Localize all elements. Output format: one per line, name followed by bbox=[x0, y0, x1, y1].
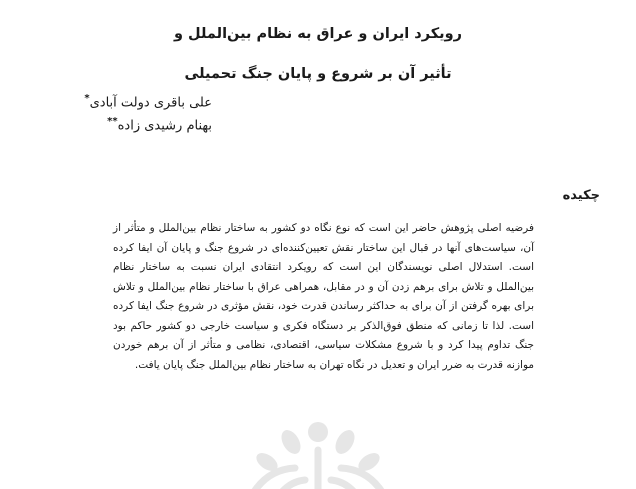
paper-title-line-2: تأثیر آن بر شروع و پایان جنگ تحمیلی bbox=[184, 66, 452, 82]
author-2-name: بهنام رشیدی زاده bbox=[117, 118, 212, 134]
author-1-footnote-mark: * bbox=[84, 93, 90, 104]
author-2 bbox=[107, 116, 212, 133]
author-2-footnote-mark: ** bbox=[107, 116, 118, 127]
watermark-seal-icon bbox=[211, 410, 425, 489]
author-1 bbox=[84, 93, 212, 110]
author-1-name: علی باقری دولت آبادی bbox=[89, 95, 212, 111]
paper-title-line-1: رویکرد ایران و عراق به نظام بین‌الملل و bbox=[174, 26, 462, 42]
abstract-heading: چکیده bbox=[562, 188, 600, 203]
abstract-text: فرضیه اصلی پژوهش حاضر این است که نوع نگاه دو کشور به ساختار نظام بین‌الملل و متأثر از آن، سیاست‌های آنها در قبال این ساختار نقش تعیین‌کننده‌ای در شروع جنگ و پایان آن ایفا کرده است. استدلال اصلی نویسندگان این است که رویکرد انتقادی ایران نسبت به ساختار نظام بین‌الملل و تلاش برای برهم زدن آن و در مقابل، همراهی عراق با ساختار نظام بین‌الملل و تلاش برای بهره گرفتن از آن برای به حداکثر رساندن قدرت خود، نقش مؤثری در شروع جنگ ایفا کرده است. لذا تا زمانی که منطق فوق‌الذکر بر دستگاه فکری و سیاست خارجی دو کشور حاکم بود جنگ تداوم پیدا کرد و با شروع مشکلات سیاسی، اقتصادی، نظامی و متأثر از آن برهم خوردن موازنه قدرت به ضرر ایران و تعدیل در نگاه تهران به ساختار نظام بین‌الملل جنگ پایان یافت. bbox=[113, 222, 534, 371]
